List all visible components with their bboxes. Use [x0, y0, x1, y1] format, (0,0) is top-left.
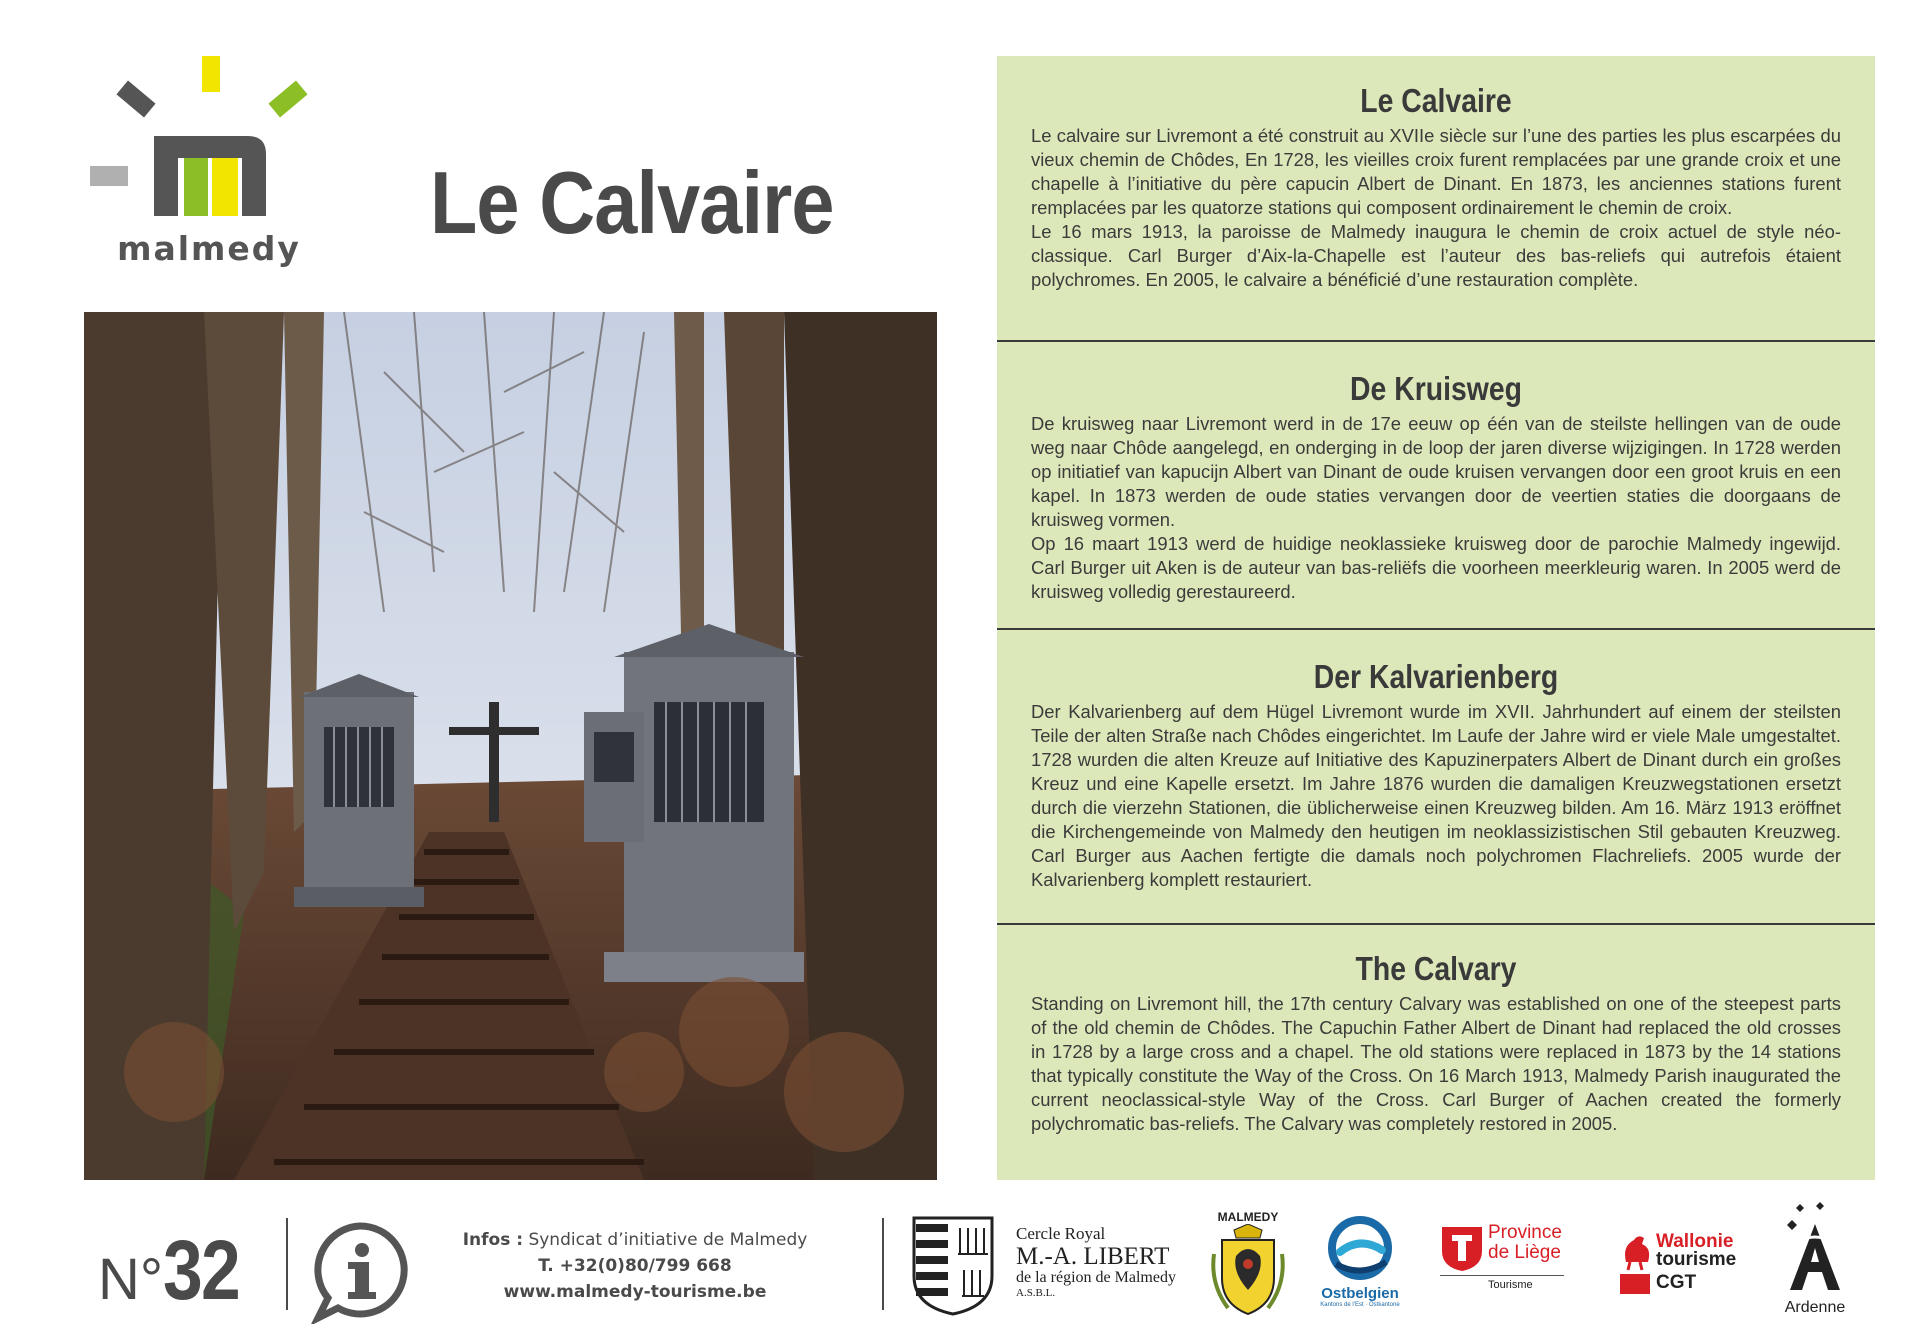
ardenne-icon	[1780, 1202, 1850, 1294]
footer-divider	[882, 1218, 884, 1310]
province-line: de Liège	[1488, 1242, 1561, 1263]
section-body: Le calvaire sur Livremont a été construit au XVIIe siècle sur l’une des parties les plus escarpées du vieux chemin de Chôdes, En 1728, les vieilles croix furent remplacées par une grande croix et une chapelle à l’initiative du père capucin Albert de Dinant. En 1873, les anciennes stations furent remplacées par les quatorze stations qui composent ordinairement le chemin de croix. Le 16 mars 1913, la paroisse de Malmedy inaugura le chemin de croix actuel de style néo-classique. Carl Burger d’Aix-la-Chapelle est l’auteur des bas-reliefs qui autrefois étaient polychromes. En 2005, le calvaire a bénéficié d’une restauration complète.	[1031, 125, 1841, 290]
ostbelgien-label: Ostbelgien	[1321, 1285, 1399, 1302]
section-title: The Calvary	[1355, 950, 1517, 987]
libert-name: M.-A. LIBERT	[1016, 1243, 1170, 1270]
province-shield-icon	[1440, 1225, 1484, 1273]
section-body: De kruisweg naar Livremont werd in de 17e eeuw op één van de steilste hellingen van de oude weg naar Chôde aangelegd, en onderging in de loop der jaren diverse wijzigingen. In 1728 werden op initiatief van kapucijn Albert van Dinant de oude kruisen vervangen door een groot kruis en een kapel. In 1873 werden de oude staties vervangen door de veertien staties die doorgaans de kruisweg vormen. Op 16 maart 1913 werd de huidige neoklassieke kruisweg door de parochie Malmedy ingewijd. Carl Burger uit Aken is de auteur van bas-reliëfs die voorheen meerkleurig waren. In 2005 werd de kruisweg volledig gerestaureerd.	[1031, 413, 1841, 602]
website-link[interactable]: www.malmedy-tourisme.be	[503, 1282, 767, 1302]
ostbelgien-icon	[1310, 1216, 1410, 1280]
malmedy-logo	[88, 54, 308, 274]
page-title: Le Calvaire	[430, 153, 834, 252]
number-value: 32	[163, 1223, 240, 1317]
text-panel	[997, 56, 1875, 1180]
section-english	[997, 950, 1875, 1136]
malmedy-logo-mark	[88, 54, 308, 234]
rooster-icon	[1620, 1232, 1654, 1272]
malmedy-crest	[1208, 1210, 1288, 1320]
section-divider	[997, 628, 1875, 630]
section-title: Der Kalvarienberg	[1313, 658, 1559, 695]
info-icon	[308, 1220, 412, 1324]
ardenne-logo	[1780, 1202, 1850, 1320]
section-divider	[997, 923, 1875, 925]
province-rule	[1440, 1275, 1564, 1276]
section-dutch	[997, 370, 1875, 604]
phone-number: T. +32(0)80/799 668	[538, 1256, 732, 1276]
libert-crest-icon	[910, 1214, 996, 1316]
libert-line: Cercle Royal	[1016, 1224, 1106, 1243]
libert-text	[1016, 1224, 1176, 1299]
province-liege-logo	[1440, 1222, 1568, 1293]
libert-line: A.S.B.L.	[1016, 1287, 1056, 1299]
logo-wordmark: malmedy	[117, 229, 301, 268]
ostbelgien-sub: Kantons de l’Est · Ostkantone	[1320, 1302, 1400, 1308]
wallonie-line: Wallonie	[1656, 1231, 1734, 1252]
board-number	[98, 1222, 253, 1319]
section-title: Le Calvaire	[1360, 82, 1512, 119]
section-german	[997, 658, 1875, 892]
infos-label: Infos :	[462, 1230, 524, 1250]
number-prefix: N°	[98, 1247, 164, 1312]
crest-label: MALMEDY	[1217, 1210, 1279, 1224]
cgt-flag-icon	[1620, 1274, 1650, 1294]
infos-organisation: Syndicat d’initiative de Malmedy	[528, 1230, 808, 1250]
ardenne-label: Ardenne	[1784, 1299, 1846, 1316]
section-title: De Kruisweg	[1350, 370, 1522, 407]
wallonie-tourisme-logo	[1620, 1232, 1748, 1302]
section-body: Der Kalvarienberg auf dem Hügel Livremont wurde im XVII. Jahrhundert auf einem der steilsten Teile der alten Straße nach Chôdes eingerichtet. Im Laufe der Jahre wird er viele Male umgestaltet. 1728 wurden die alten Kreuze auf Initiative des Kapuzinerpaters Albert de Dinant durch ein großes Kreuz und eine Kapelle ersetzt. Im Jahre 1876 wurden die damaligen Kreuzwegstationen ersetzt durch die vierzehn Stationen, die üblicherweise einen Kreuzweg bilden. Am 16. März 1913 eröffnet die Kirchengemeinde von Malmedy den heutigen im neoklassizistischen Stil gebauten Kreuzweg. Carl Burger aus Aachen fertigte die damals noch polychromen Flachreliefs. 2005 wurde der Kalvarienberg komplett restauriert.	[1031, 701, 1841, 890]
province-line: Tourisme	[1488, 1279, 1533, 1291]
libert-line: de la région de Malmedy	[1016, 1269, 1176, 1286]
calvary-photo	[84, 312, 937, 1180]
infos-line	[450, 1227, 820, 1253]
province-line: Province	[1488, 1222, 1562, 1243]
wallonie-line: tourisme	[1656, 1249, 1737, 1270]
footer-divider	[286, 1218, 288, 1310]
section-divider	[997, 340, 1875, 342]
section-body: Standing on Livremont hill, the 17th century Calvary was established on one of the steepest parts of the old chemin de Chôdes. The Capuchin Father Albert de Dinant had replaced the old crosses in 1728 by a large cross and a chapel. The old stations were replaced in 1873 by the 14 stations that typically constitute the Way of the Cross. On 16 March 1913, Malmedy Parish inaugurated the current neoclassical-style Way of the Cross. Carl Burger of Aachen created the formerly polychromatic bas-reliefs. The Calvary was completely restored in 2005.	[1031, 993, 1841, 1134]
contact-info	[450, 1227, 820, 1305]
wallonie-line: CGT	[1656, 1272, 1697, 1293]
section-french	[997, 82, 1875, 292]
ostbelgien-logo	[1310, 1216, 1410, 1316]
crest-icon	[1208, 1224, 1288, 1318]
